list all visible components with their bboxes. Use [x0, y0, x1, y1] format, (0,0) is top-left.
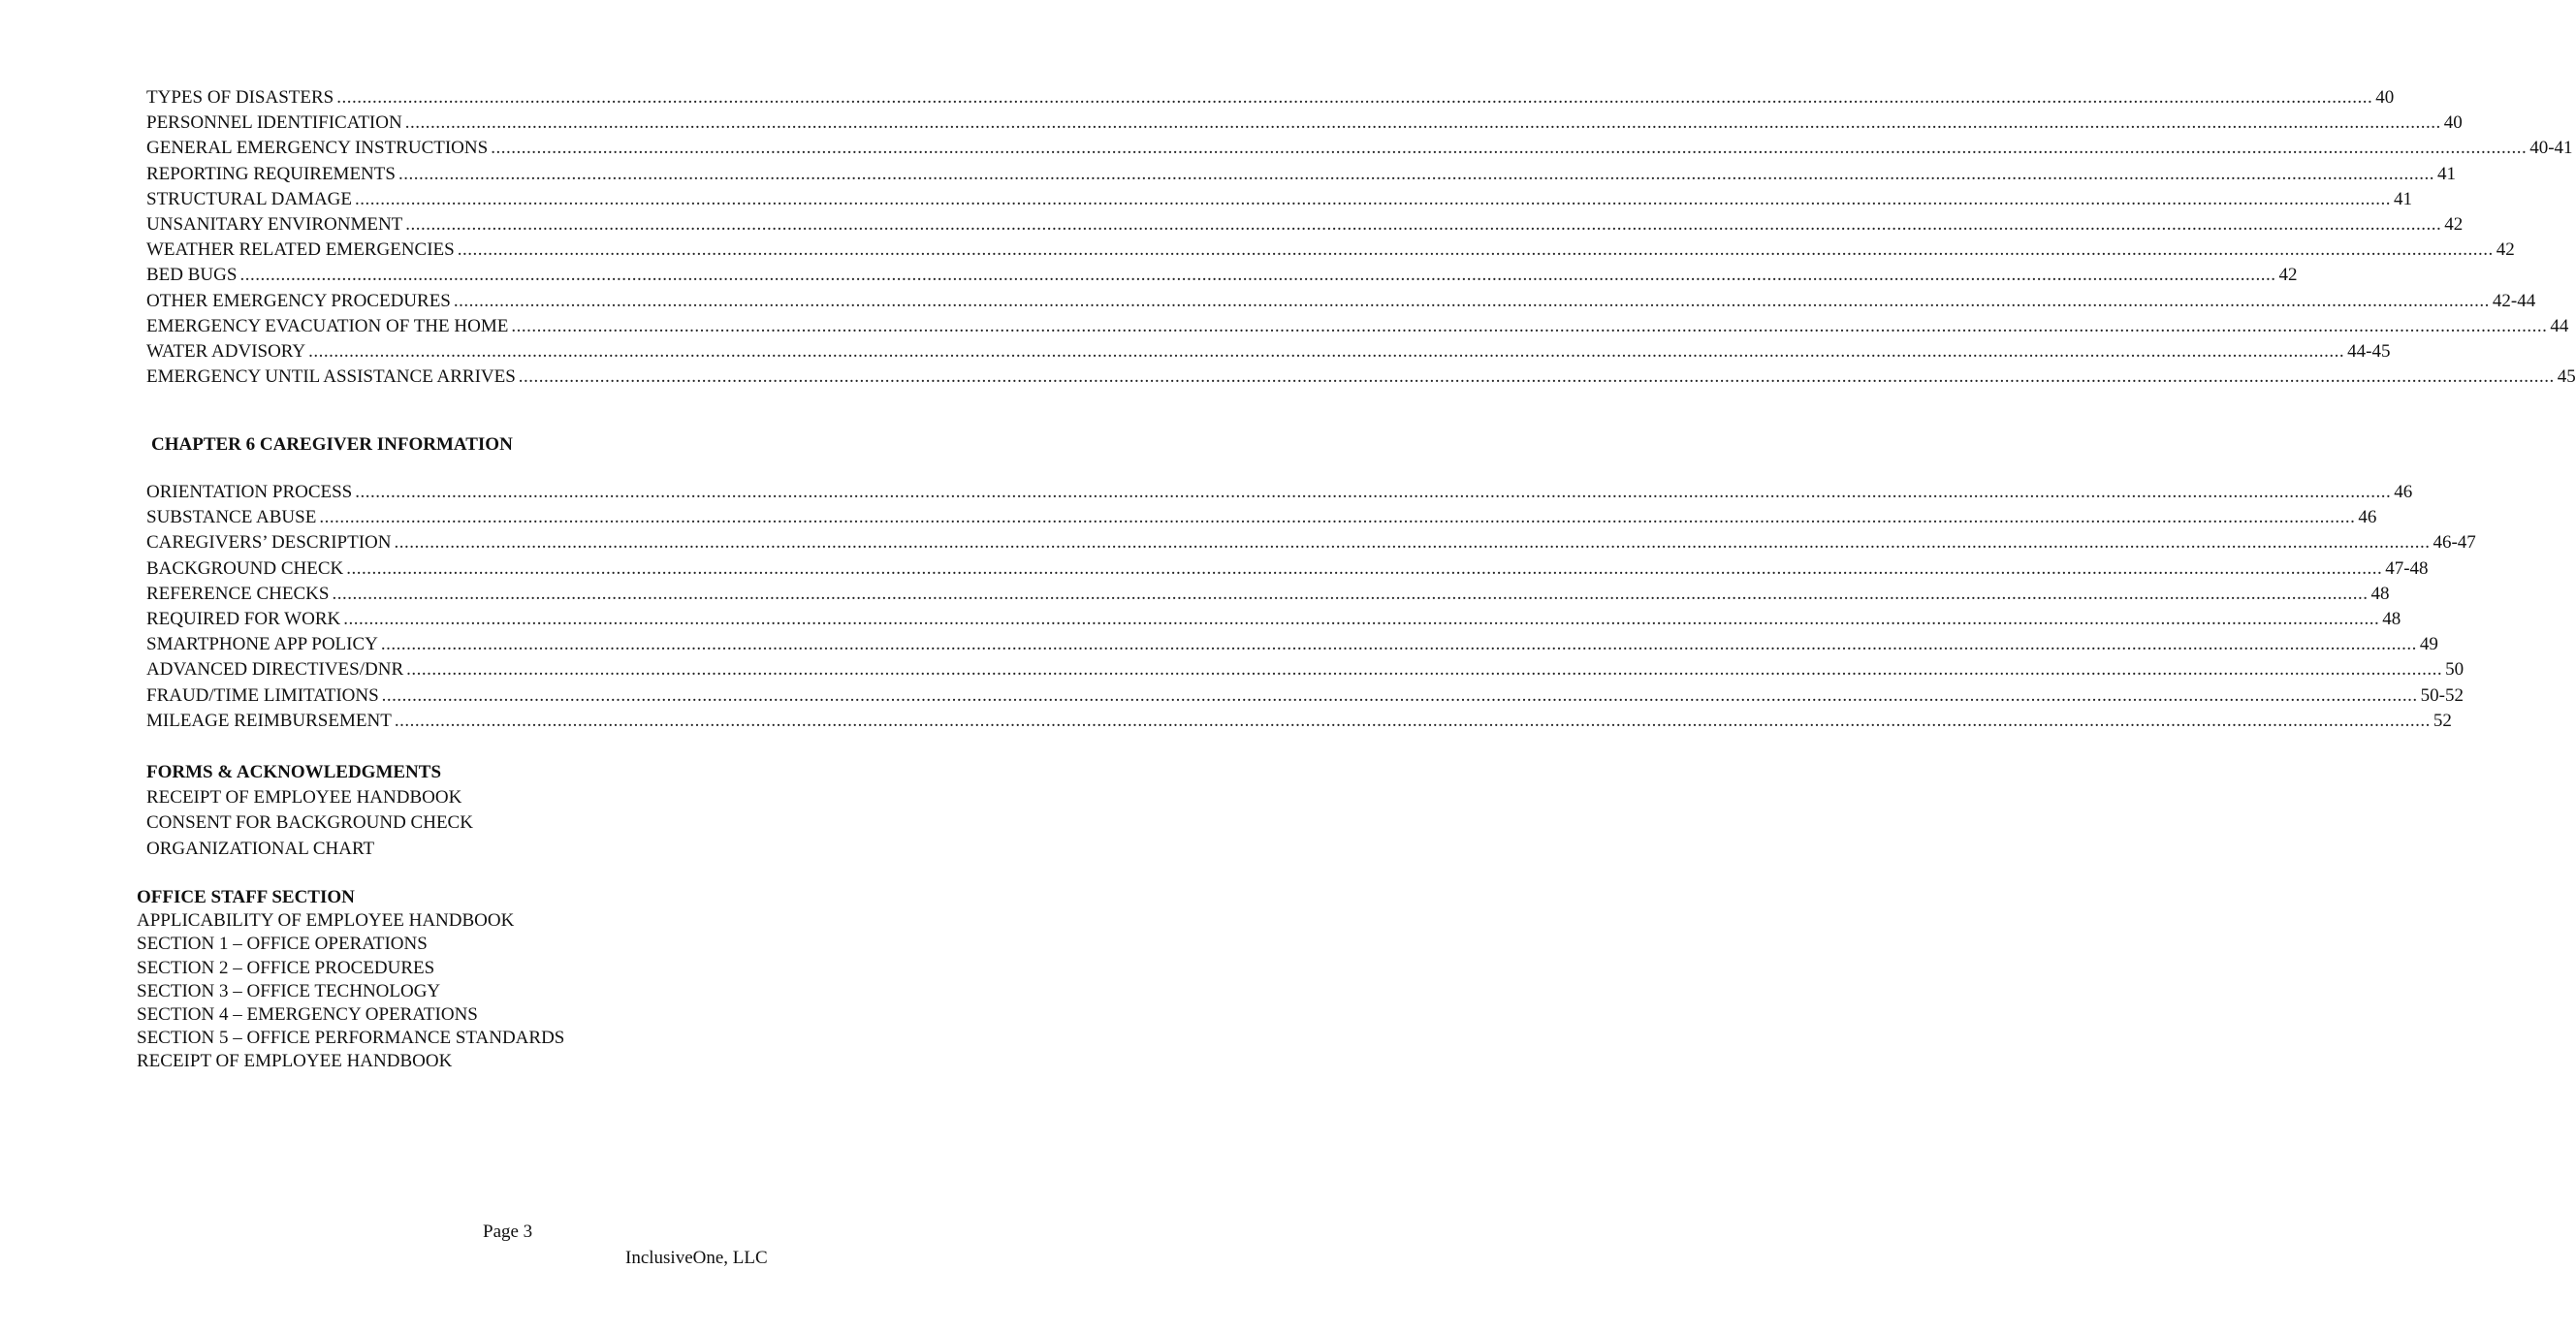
toc-dot-leader: ................................................................................................................................................................................................................................................................................................................................................................................................................: [336, 87, 2373, 108]
office-staff-heading: OFFICE STAFF SECTION: [137, 887, 355, 907]
toc-entry: [146, 530, 2476, 555]
toc-dot-leader: ................................................................................................................................................................................................................................................................................................................................................................................................................: [319, 507, 2356, 528]
toc-entry-title: STRUCTURAL DAMAGE: [146, 188, 352, 209]
toc-entry-title: BED BUGS: [146, 265, 238, 286]
toc-entry-title: PERSONNEL IDENTIFICATION: [146, 112, 402, 134]
forms-heading: FORMS & ACKNOWLEDGMENTS: [146, 762, 442, 782]
toc-entry: [146, 111, 2463, 136]
toc-entry-page: 46: [2394, 482, 2413, 502]
toc-entry: [146, 683, 2464, 709]
toc-entry-title: WATER ADVISORY: [146, 340, 306, 362]
toc-entry-page: 50: [2445, 659, 2465, 681]
toc-dot-leader: ................................................................................................................................................................................................................................................................................................................................................................................................................: [332, 583, 2369, 604]
list-item: CONSENT FOR BACKGROUND CHECK: [146, 812, 473, 834]
toc-entry: [146, 314, 2569, 339]
toc-entry: [146, 85, 2395, 111]
toc-entry-title: GENERAL EMERGENCY INSTRUCTIONS: [146, 138, 489, 159]
toc-entry: [146, 632, 2438, 657]
toc-entry-page: 45: [2557, 366, 2576, 388]
list-item: SECTION 4 – EMERGENCY OPERATIONS: [137, 1004, 478, 1026]
toc-entry: [146, 607, 2401, 632]
toc-entry-page: 40-41: [2529, 138, 2573, 159]
toc-entry: [146, 505, 2377, 530]
toc-entry-page: 47-48: [2385, 557, 2429, 579]
toc-dot-leader: ................................................................................................................................................................................................................................................................................................................................................................................................................: [404, 112, 2441, 134]
toc-dot-leader: ................................................................................................................................................................................................................................................................................................................................................................................................................: [518, 366, 2555, 388]
toc-chapter-6-list: [146, 480, 2476, 734]
list-item: SECTION 3 – OFFICE TECHNOLOGY: [137, 980, 441, 1001]
toc-dot-leader: ................................................................................................................................................................................................................................................................................................................................................................................................................: [381, 684, 2418, 706]
toc-entry-title: EMERGENCY EVACUATION OF THE HOME: [146, 315, 509, 336]
toc-entry-page: 52: [2433, 710, 2452, 731]
toc-entry-page: 42: [2444, 213, 2464, 235]
toc-entry-page: 48: [2370, 583, 2390, 604]
toc-entry-page: 42-44: [2492, 290, 2536, 311]
toc-dot-leader: ................................................................................................................................................................................................................................................................................................................................................................................................................: [394, 710, 2431, 731]
toc-entry-title: ADVANCED DIRECTIVES/DNR: [146, 659, 404, 681]
toc-entry-page: 49: [2419, 634, 2438, 655]
toc-entry-title: MILEAGE REIMBURSEMENT: [146, 710, 392, 731]
toc-entry-title: UNSANITARY ENVIRONMENT: [146, 213, 403, 235]
toc-dot-leader: ................................................................................................................................................................................................................................................................................................................................................................................................................: [406, 659, 2443, 681]
list-item: RECEIPT OF EMPLOYEE HANDBOOK: [137, 1051, 453, 1072]
toc-dot-leader: ................................................................................................................................................................................................................................................................................................................................................................................................................: [380, 634, 2417, 655]
toc-entry-title: ORIENTATION PROCESS: [146, 482, 353, 502]
toc-entry-title: BACKGROUND CHECK: [146, 557, 344, 579]
toc-entry-page: 44: [2550, 315, 2569, 336]
page-number: Page 3: [483, 1222, 533, 1242]
list-item: SECTION 5 – OFFICE PERFORMANCE STANDARDS: [137, 1028, 565, 1049]
toc-entry: [146, 263, 2298, 288]
toc-entry-title: REQUIRED FOR WORK: [146, 608, 341, 629]
toc-entry-page: 40: [2443, 112, 2463, 134]
toc-entry: [146, 339, 2391, 365]
toc-dot-leader: ................................................................................................................................................................................................................................................................................................................................................................................................................: [394, 532, 2431, 554]
toc-entry-title: SUBSTANCE ABUSE: [146, 507, 317, 528]
toc-entry-title: CAREGIVERS’ DESCRIPTION: [146, 532, 392, 554]
toc-dot-leader: ................................................................................................................................................................................................................................................................................................................................................................................................................: [346, 557, 2383, 579]
toc-entry: [146, 162, 2456, 187]
toc-dot-leader: ................................................................................................................................................................................................................................................................................................................................................................................................................: [457, 239, 2494, 261]
toc-entry-page: 46-47: [2433, 532, 2476, 554]
forms-section: [146, 760, 473, 862]
toc-entry: [146, 657, 2465, 682]
list-item: RECEIPT OF EMPLOYEE HANDBOOK: [146, 787, 462, 809]
toc-entry-page: 46: [2358, 507, 2377, 528]
toc-dot-leader: ................................................................................................................................................................................................................................................................................................................................................................................................................: [405, 213, 2442, 235]
toc-entry: [146, 480, 2413, 505]
toc-entry-page: 42: [2278, 265, 2298, 286]
toc-entry-page: 48: [2382, 608, 2401, 629]
toc-entry: [146, 582, 2390, 607]
toc-dot-leader: ................................................................................................................................................................................................................................................................................................................................................................................................................: [343, 608, 2380, 629]
toc-entry-page: 50-52: [2420, 684, 2464, 706]
toc-entry-page: 41: [2394, 188, 2412, 209]
toc-entry-page: 44-45: [2347, 340, 2391, 362]
office-staff-section: [137, 886, 564, 1074]
toc-entry-title: OTHER EMERGENCY PROCEDURES: [146, 290, 451, 311]
chapter-6-heading: CHAPTER 6 CAREGIVER INFORMATION: [151, 434, 513, 455]
toc-entry-page: 40: [2375, 87, 2395, 108]
toc-entry-page: 41: [2436, 163, 2456, 184]
toc-dot-leader: ................................................................................................................................................................................................................................................................................................................................................................................................................: [453, 290, 2490, 311]
toc-entry: [146, 289, 2536, 314]
toc-dot-leader: ................................................................................................................................................................................................................................................................................................................................................................................................................: [511, 315, 2548, 336]
toc-entry-title: REPORTING REQUIREMENTS: [146, 163, 396, 184]
toc-entry: [146, 556, 2429, 582]
list-item: APPLICABILITY OF EMPLOYEE HANDBOOK: [137, 910, 515, 932]
toc-entry-title: TYPES OF DISASTERS: [146, 87, 334, 108]
toc-entry-page: 42: [2496, 239, 2515, 261]
toc-entry: [146, 238, 2515, 263]
toc-entry: [146, 709, 2452, 734]
toc-entry: [146, 212, 2464, 238]
list-item: SECTION 2 – OFFICE PROCEDURES: [137, 957, 435, 978]
toc-dot-leader: ................................................................................................................................................................................................................................................................................................................................................................................................................: [308, 340, 2345, 362]
toc-entry-title: SMARTPHONE APP POLICY: [146, 634, 378, 655]
toc-emergency-list: [146, 85, 2576, 390]
list-item: SECTION 1 – OFFICE OPERATIONS: [137, 934, 428, 955]
toc-entry-title: REFERENCE CHECKS: [146, 583, 330, 604]
toc-entry: [146, 136, 2573, 161]
toc-entry: [146, 187, 2412, 212]
company-name: InclusiveOne, LLC: [625, 1248, 768, 1268]
toc-entry-title: EMERGENCY UNTIL ASSISTANCE ARRIVES: [146, 366, 516, 388]
list-item: ORGANIZATIONAL CHART: [146, 838, 375, 859]
toc-dot-leader: ................................................................................................................................................................................................................................................................................................................................................................................................................: [355, 482, 2392, 502]
toc-dot-leader: ................................................................................................................................................................................................................................................................................................................................................................................................................: [398, 163, 2434, 184]
toc-entry-title: FRAUD/TIME LIMITATIONS: [146, 684, 379, 706]
toc-dot-leader: ................................................................................................................................................................................................................................................................................................................................................................................................................: [355, 188, 2391, 209]
toc-dot-leader: ................................................................................................................................................................................................................................................................................................................................................................................................................: [491, 138, 2528, 159]
toc-entry-title: WEATHER RELATED EMERGENCIES: [146, 239, 455, 261]
toc-entry: [146, 365, 2576, 390]
toc-dot-leader: ................................................................................................................................................................................................................................................................................................................................................................................................................: [239, 265, 2276, 286]
